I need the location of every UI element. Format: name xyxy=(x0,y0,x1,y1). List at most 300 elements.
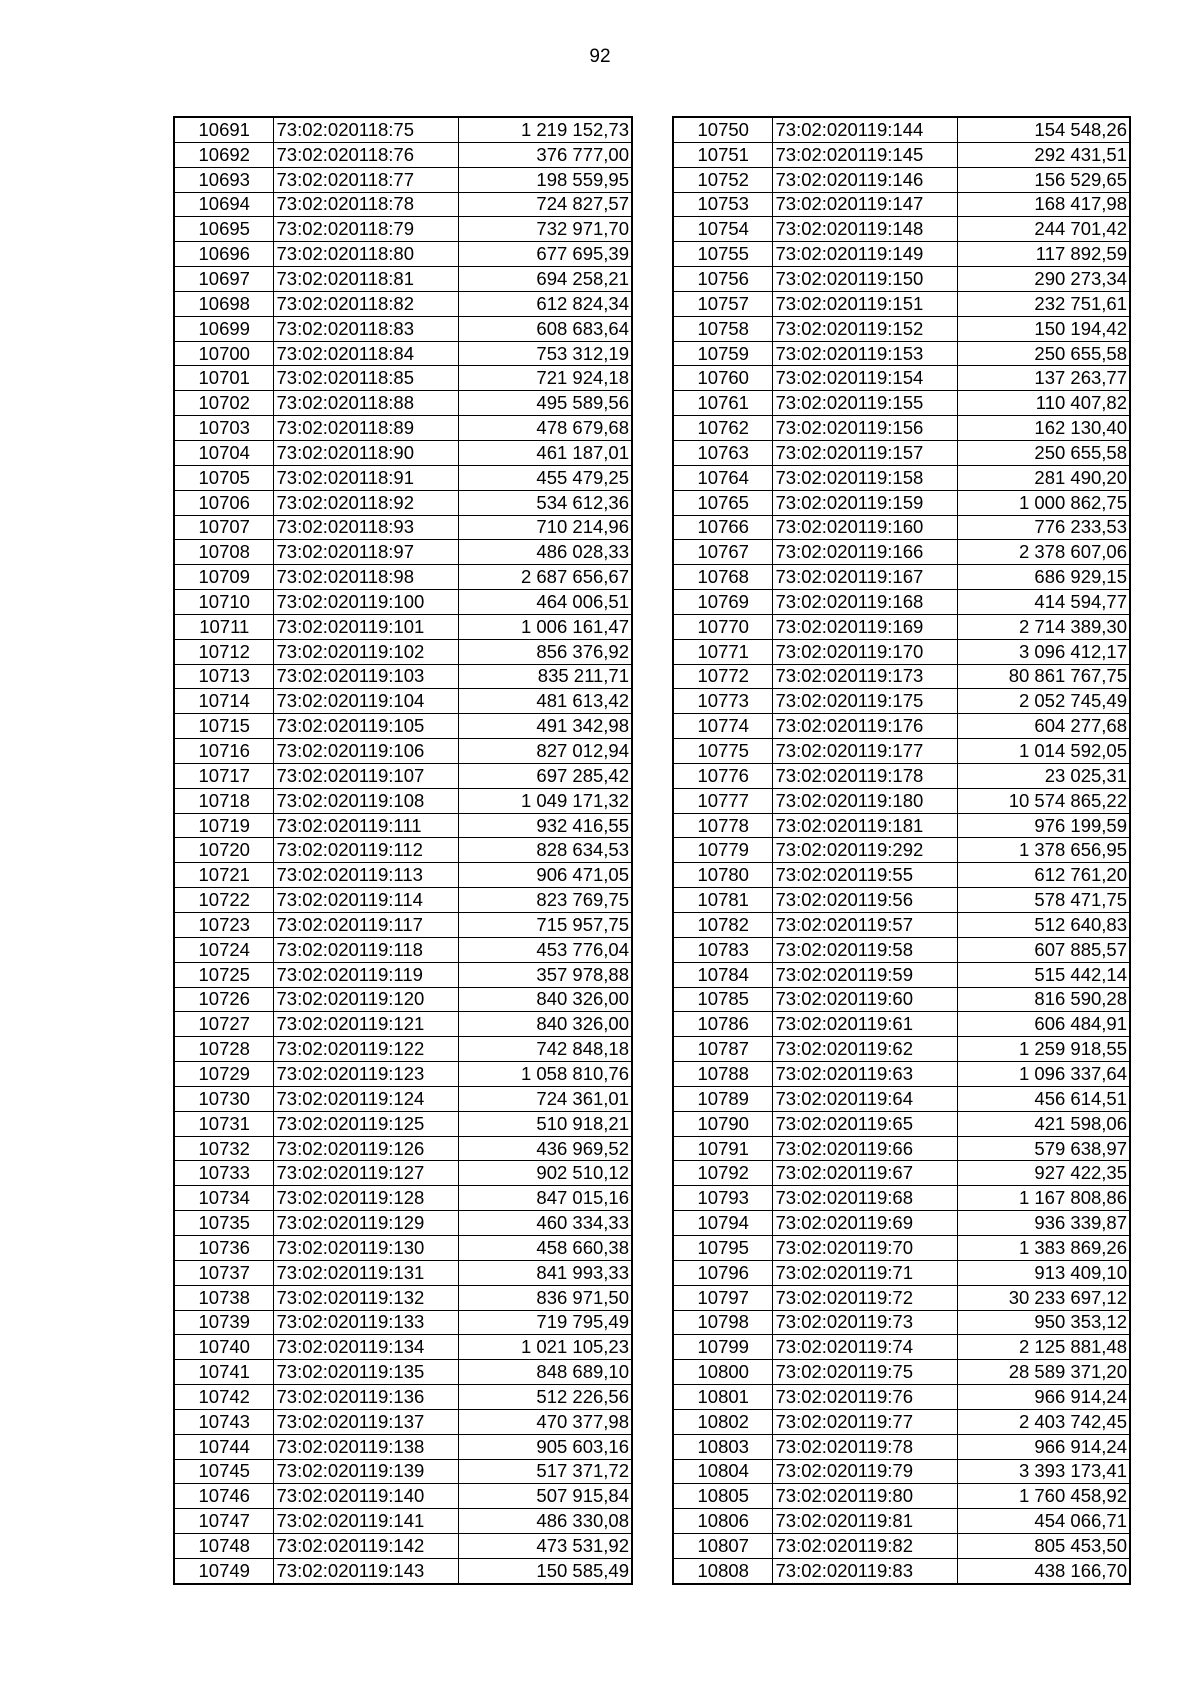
cadastral-number: 73:02:020119:131 xyxy=(273,1260,458,1285)
cadastral-value: 486 330,08 xyxy=(458,1509,632,1534)
cadastral-number: 73:02:020119:67 xyxy=(772,1161,957,1186)
cadastral-number: 73:02:020119:75 xyxy=(772,1360,957,1385)
table-row xyxy=(174,565,632,590)
cadastral-number: 73:02:020119:166 xyxy=(772,540,957,565)
table-row xyxy=(174,1335,632,1360)
cadastral-value: 491 342,98 xyxy=(458,714,632,739)
cadastral-number: 73:02:020119:101 xyxy=(273,614,458,639)
cadastral-number: 73:02:020118:82 xyxy=(273,291,458,316)
cadastral-value: 1 049 171,32 xyxy=(458,788,632,813)
table-row xyxy=(673,1434,1130,1459)
table-row xyxy=(673,540,1130,565)
table-row xyxy=(673,316,1130,341)
cadastral-number: 73:02:020119:146 xyxy=(772,167,957,192)
cadastral-number: 73:02:020119:167 xyxy=(772,565,957,590)
cadastral-number: 73:02:020119:79 xyxy=(772,1459,957,1484)
row-number: 10757 xyxy=(673,291,772,316)
table-row xyxy=(174,291,632,316)
row-number: 10779 xyxy=(673,838,772,863)
cadastral-number: 73:02:020119:130 xyxy=(273,1235,458,1260)
row-number: 10700 xyxy=(174,341,273,366)
cadastral-value: 250 655,58 xyxy=(957,440,1130,465)
table-row xyxy=(673,1111,1130,1136)
table-row xyxy=(174,813,632,838)
cadastral-value: 841 993,33 xyxy=(458,1260,632,1285)
table-row xyxy=(174,639,632,664)
cadastral-number: 73:02:020119:133 xyxy=(273,1310,458,1335)
row-number: 10728 xyxy=(174,1037,273,1062)
table-row xyxy=(673,465,1130,490)
cadastral-number: 73:02:020119:147 xyxy=(772,192,957,217)
table-row xyxy=(673,440,1130,465)
cadastral-value: 2 125 881,48 xyxy=(957,1335,1130,1360)
cadastral-value: 1 167 808,86 xyxy=(957,1186,1130,1211)
table-row xyxy=(673,689,1130,714)
cadastral-value: 2 378 607,06 xyxy=(957,540,1130,565)
cadastral-number: 73:02:020119:181 xyxy=(772,813,957,838)
table-row xyxy=(673,1409,1130,1434)
cadastral-number: 73:02:020119:126 xyxy=(273,1136,458,1161)
table-row xyxy=(174,689,632,714)
row-number: 10753 xyxy=(673,192,772,217)
cadastral-number: 73:02:020119:135 xyxy=(273,1360,458,1385)
cadastral-number: 73:02:020119:150 xyxy=(772,267,957,292)
cadastral-number: 73:02:020118:80 xyxy=(273,242,458,267)
table-row xyxy=(673,1012,1130,1037)
cadastral-number: 73:02:020118:97 xyxy=(273,540,458,565)
cadastral-number: 73:02:020118:78 xyxy=(273,192,458,217)
cadastral-number: 73:02:020119:178 xyxy=(772,763,957,788)
cadastral-number: 73:02:020119:157 xyxy=(772,440,957,465)
row-number: 10710 xyxy=(174,590,273,615)
cadastral-value: 697 285,42 xyxy=(458,763,632,788)
table-row xyxy=(673,1285,1130,1310)
cadastral-value: 579 638,97 xyxy=(957,1136,1130,1161)
cadastral-number: 73:02:020119:106 xyxy=(273,739,458,764)
cadastral-number: 73:02:020118:91 xyxy=(273,465,458,490)
cadastral-number: 73:02:020119:58 xyxy=(772,937,957,962)
cadastral-number: 73:02:020119:158 xyxy=(772,465,957,490)
table-row xyxy=(174,1136,632,1161)
row-number: 10694 xyxy=(174,192,273,217)
row-number: 10804 xyxy=(673,1459,772,1484)
cadastral-number: 73:02:020119:142 xyxy=(273,1534,458,1559)
cadastral-number: 73:02:020119:117 xyxy=(273,913,458,938)
table-row xyxy=(174,788,632,813)
left-table xyxy=(173,116,633,1585)
cadastral-value: 473 531,92 xyxy=(458,1534,632,1559)
row-number: 10778 xyxy=(673,813,772,838)
cadastral-value: 453 776,04 xyxy=(458,937,632,962)
table-row xyxy=(673,1310,1130,1335)
row-number: 10803 xyxy=(673,1434,772,1459)
table-row xyxy=(673,1186,1130,1211)
cadastral-value: 721 924,18 xyxy=(458,366,632,391)
table-row xyxy=(673,1335,1130,1360)
cadastral-number: 73:02:020119:111 xyxy=(273,813,458,838)
cadastral-value: 495 589,56 xyxy=(458,391,632,416)
cadastral-number: 73:02:020119:73 xyxy=(772,1310,957,1335)
cadastral-value: 28 589 371,20 xyxy=(957,1360,1130,1385)
row-number: 10797 xyxy=(673,1285,772,1310)
row-number: 10774 xyxy=(673,714,772,739)
cadastral-value: 847 015,16 xyxy=(458,1186,632,1211)
row-number: 10787 xyxy=(673,1037,772,1062)
row-number: 10730 xyxy=(174,1086,273,1111)
cadastral-value: 2 403 742,45 xyxy=(957,1409,1130,1434)
table-row xyxy=(673,714,1130,739)
table-row xyxy=(673,1161,1130,1186)
row-number: 10807 xyxy=(673,1534,772,1559)
row-number: 10784 xyxy=(673,962,772,987)
table-row xyxy=(673,1484,1130,1509)
cadastral-number: 73:02:020118:88 xyxy=(273,391,458,416)
row-number: 10693 xyxy=(174,167,273,192)
cadastral-value: 1 000 862,75 xyxy=(957,490,1130,515)
cadastral-number: 73:02:020119:141 xyxy=(273,1509,458,1534)
table-row xyxy=(673,242,1130,267)
row-number: 10697 xyxy=(174,267,273,292)
table-row xyxy=(673,1260,1130,1285)
table-row xyxy=(174,490,632,515)
row-number: 10795 xyxy=(673,1235,772,1260)
cadastral-number: 73:02:020119:139 xyxy=(273,1459,458,1484)
cadastral-number: 73:02:020119:83 xyxy=(772,1558,957,1583)
table-row xyxy=(673,291,1130,316)
row-number: 10745 xyxy=(174,1459,273,1484)
table-row xyxy=(673,416,1130,441)
cadastral-number: 73:02:020119:102 xyxy=(273,639,458,664)
cadastral-value: 1 014 592,05 xyxy=(957,739,1130,764)
cadastral-value: 966 914,24 xyxy=(957,1385,1130,1410)
cadastral-value: 150 585,49 xyxy=(458,1558,632,1583)
cadastral-number: 73:02:020119:144 xyxy=(772,117,957,142)
cadastral-number: 73:02:020119:77 xyxy=(772,1409,957,1434)
cadastral-value: 932 416,55 xyxy=(458,813,632,838)
cadastral-number: 73:02:020119:70 xyxy=(772,1235,957,1260)
table-row xyxy=(673,763,1130,788)
row-number: 10794 xyxy=(673,1211,772,1236)
table-row xyxy=(673,739,1130,764)
cadastral-value: 458 660,38 xyxy=(458,1235,632,1260)
cadastral-value: 776 233,53 xyxy=(957,515,1130,540)
cadastral-number: 73:02:020119:124 xyxy=(273,1086,458,1111)
cadastral-number: 73:02:020119:113 xyxy=(273,863,458,888)
cadastral-value: 117 892,59 xyxy=(957,242,1130,267)
row-number: 10718 xyxy=(174,788,273,813)
cadastral-value: 10 574 865,22 xyxy=(957,788,1130,813)
table-row xyxy=(673,962,1130,987)
cadastral-value: 376 777,00 xyxy=(458,142,632,167)
row-number: 10739 xyxy=(174,1310,273,1335)
table-row xyxy=(174,1310,632,1335)
cadastral-value: 292 431,51 xyxy=(957,142,1130,167)
table-row xyxy=(174,962,632,987)
cadastral-number: 73:02:020119:145 xyxy=(772,142,957,167)
cadastral-value: 110 407,82 xyxy=(957,391,1130,416)
row-number: 10731 xyxy=(174,1111,273,1136)
cadastral-value: 677 695,39 xyxy=(458,242,632,267)
cadastral-value: 724 827,57 xyxy=(458,192,632,217)
table-row xyxy=(673,1086,1130,1111)
cadastral-value: 686 929,15 xyxy=(957,565,1130,590)
cadastral-number: 73:02:020119:140 xyxy=(273,1484,458,1509)
cadastral-value: 470 377,98 xyxy=(458,1409,632,1434)
row-number: 10695 xyxy=(174,217,273,242)
table-row xyxy=(174,937,632,962)
table-row xyxy=(174,391,632,416)
row-number: 10707 xyxy=(174,515,273,540)
row-number: 10767 xyxy=(673,540,772,565)
row-number: 10751 xyxy=(673,142,772,167)
cadastral-number: 73:02:020118:90 xyxy=(273,440,458,465)
cadastral-value: 80 861 767,75 xyxy=(957,664,1130,689)
cadastral-value: 608 683,64 xyxy=(458,316,632,341)
cadastral-number: 73:02:020119:169 xyxy=(772,614,957,639)
table-row xyxy=(174,366,632,391)
cadastral-number: 73:02:020119:74 xyxy=(772,1335,957,1360)
cadastral-value: 414 594,77 xyxy=(957,590,1130,615)
row-number: 10748 xyxy=(174,1534,273,1559)
cadastral-number: 73:02:020119:138 xyxy=(273,1434,458,1459)
table-row xyxy=(174,167,632,192)
cadastral-number: 73:02:020118:92 xyxy=(273,490,458,515)
cadastral-number: 73:02:020119:56 xyxy=(772,888,957,913)
cadastral-number: 73:02:020119:120 xyxy=(273,987,458,1012)
cadastral-value: 30 233 697,12 xyxy=(957,1285,1130,1310)
cadastral-value: 507 915,84 xyxy=(458,1484,632,1509)
row-number: 10741 xyxy=(174,1360,273,1385)
cadastral-number: 73:02:020119:69 xyxy=(772,1211,957,1236)
table-row xyxy=(673,863,1130,888)
cadastral-value: 578 471,75 xyxy=(957,888,1130,913)
cadastral-value: 724 361,01 xyxy=(458,1086,632,1111)
table-row xyxy=(174,242,632,267)
row-number: 10701 xyxy=(174,366,273,391)
cadastral-number: 73:02:020119:143 xyxy=(273,1558,458,1583)
row-number: 10734 xyxy=(174,1186,273,1211)
cadastral-value: 2 687 656,67 xyxy=(458,565,632,590)
row-number: 10793 xyxy=(673,1186,772,1211)
table-row xyxy=(174,1086,632,1111)
cadastral-number: 73:02:020119:71 xyxy=(772,1260,957,1285)
table-row xyxy=(174,1111,632,1136)
row-number: 10796 xyxy=(673,1260,772,1285)
table-row xyxy=(673,167,1130,192)
cadastral-value: 1 096 337,64 xyxy=(957,1062,1130,1087)
table-row xyxy=(174,888,632,913)
cadastral-number: 73:02:020119:57 xyxy=(772,913,957,938)
table-row xyxy=(673,813,1130,838)
table-row xyxy=(174,1285,632,1310)
cadastral-value: 1 058 810,76 xyxy=(458,1062,632,1087)
row-number: 10708 xyxy=(174,540,273,565)
table-row xyxy=(174,763,632,788)
cadastral-value: 436 969,52 xyxy=(458,1136,632,1161)
cadastral-value: 512 640,83 xyxy=(957,913,1130,938)
cadastral-number: 73:02:020118:81 xyxy=(273,267,458,292)
cadastral-value: 534 612,36 xyxy=(458,490,632,515)
row-number: 10711 xyxy=(174,614,273,639)
row-number: 10743 xyxy=(174,1409,273,1434)
page-number: 92 xyxy=(589,46,611,67)
row-number: 10782 xyxy=(673,913,772,938)
cadastral-value: 840 326,00 xyxy=(458,1012,632,1037)
cadastral-number: 73:02:020119:66 xyxy=(772,1136,957,1161)
row-number: 10703 xyxy=(174,416,273,441)
cadastral-value: 198 559,95 xyxy=(458,167,632,192)
row-number: 10788 xyxy=(673,1062,772,1087)
table-row xyxy=(174,1509,632,1534)
cadastral-value: 1 378 656,95 xyxy=(957,838,1130,863)
row-number: 10759 xyxy=(673,341,772,366)
row-number: 10806 xyxy=(673,1509,772,1534)
cadastral-value: 515 442,14 xyxy=(957,962,1130,987)
cadastral-value: 823 769,75 xyxy=(458,888,632,913)
row-number: 10758 xyxy=(673,316,772,341)
cadastral-value: 456 614,51 xyxy=(957,1086,1130,1111)
cadastral-value: 244 701,42 xyxy=(957,217,1130,242)
cadastral-value: 848 689,10 xyxy=(458,1360,632,1385)
table-row xyxy=(174,440,632,465)
cadastral-number: 73:02:020119:122 xyxy=(273,1037,458,1062)
table-row xyxy=(673,192,1130,217)
left-table-body xyxy=(174,117,632,1584)
cadastral-value: 606 484,91 xyxy=(957,1012,1130,1037)
row-number: 10766 xyxy=(673,515,772,540)
cadastral-value: 950 353,12 xyxy=(957,1310,1130,1335)
row-number: 10783 xyxy=(673,937,772,962)
cadastral-number: 73:02:020119:100 xyxy=(273,590,458,615)
row-number: 10780 xyxy=(673,863,772,888)
cadastral-value: 976 199,59 xyxy=(957,813,1130,838)
row-number: 10769 xyxy=(673,590,772,615)
table-row xyxy=(174,838,632,863)
cadastral-number: 73:02:020119:127 xyxy=(273,1161,458,1186)
table-row xyxy=(174,515,632,540)
cadastral-number: 73:02:020119:132 xyxy=(273,1285,458,1310)
row-number: 10706 xyxy=(174,490,273,515)
table-row xyxy=(673,1385,1130,1410)
cadastral-value: 936 339,87 xyxy=(957,1211,1130,1236)
row-number: 10799 xyxy=(673,1335,772,1360)
row-number: 10732 xyxy=(174,1136,273,1161)
cadastral-number: 73:02:020118:98 xyxy=(273,565,458,590)
cadastral-value: 835 211,71 xyxy=(458,664,632,689)
cadastral-value: 816 590,28 xyxy=(957,987,1130,1012)
right-table-body xyxy=(673,117,1130,1584)
table-row xyxy=(174,590,632,615)
cadastral-value: 460 334,33 xyxy=(458,1211,632,1236)
row-number: 10715 xyxy=(174,714,273,739)
row-number: 10808 xyxy=(673,1558,772,1583)
cadastral-value: 805 453,50 xyxy=(957,1534,1130,1559)
cadastral-value: 461 187,01 xyxy=(458,440,632,465)
table-row xyxy=(673,614,1130,639)
table-row xyxy=(673,341,1130,366)
cadastral-value: 1 259 918,55 xyxy=(957,1037,1130,1062)
table-row xyxy=(673,913,1130,938)
cadastral-value: 137 263,77 xyxy=(957,366,1130,391)
table-row xyxy=(673,639,1130,664)
row-number: 10791 xyxy=(673,1136,772,1161)
table-row xyxy=(673,1360,1130,1385)
cadastral-value: 710 214,96 xyxy=(458,515,632,540)
cadastral-value: 23 025,31 xyxy=(957,763,1130,788)
table-row xyxy=(673,987,1130,1012)
table-row xyxy=(673,1558,1130,1583)
table-row xyxy=(174,714,632,739)
table-row xyxy=(673,515,1130,540)
row-number: 10696 xyxy=(174,242,273,267)
cadastral-value: 966 914,24 xyxy=(957,1434,1130,1459)
cadastral-value: 3 393 173,41 xyxy=(957,1459,1130,1484)
cadastral-number: 73:02:020119:60 xyxy=(772,987,957,1012)
table-row xyxy=(673,937,1130,962)
cadastral-value: 2 052 745,49 xyxy=(957,689,1130,714)
table-row xyxy=(174,863,632,888)
cadastral-value: 156 529,65 xyxy=(957,167,1130,192)
cadastral-value: 827 012,94 xyxy=(458,739,632,764)
row-number: 10775 xyxy=(673,739,772,764)
cadastral-number: 73:02:020119:114 xyxy=(273,888,458,913)
cadastral-number: 73:02:020118:85 xyxy=(273,366,458,391)
cadastral-number: 73:02:020119:154 xyxy=(772,366,957,391)
cadastral-value: 856 376,92 xyxy=(458,639,632,664)
row-number: 10770 xyxy=(673,614,772,639)
row-number: 10761 xyxy=(673,391,772,416)
cadastral-value: 512 226,56 xyxy=(458,1385,632,1410)
table-row xyxy=(174,664,632,689)
table-row xyxy=(174,341,632,366)
row-number: 10749 xyxy=(174,1558,273,1583)
row-number: 10692 xyxy=(174,142,273,167)
cadastral-number: 73:02:020119:68 xyxy=(772,1186,957,1211)
cadastral-value: 357 978,88 xyxy=(458,962,632,987)
table-row xyxy=(673,391,1130,416)
cadastral-number: 73:02:020119:173 xyxy=(772,664,957,689)
row-number: 10800 xyxy=(673,1360,772,1385)
cadastral-number: 73:02:020119:61 xyxy=(772,1012,957,1037)
cadastral-number: 73:02:020119:82 xyxy=(772,1534,957,1559)
row-number: 10764 xyxy=(673,465,772,490)
table-row xyxy=(673,838,1130,863)
row-number: 10727 xyxy=(174,1012,273,1037)
cadastral-value: 421 598,06 xyxy=(957,1111,1130,1136)
cadastral-number: 73:02:020119:64 xyxy=(772,1086,957,1111)
cadastral-number: 73:02:020119:155 xyxy=(772,391,957,416)
cadastral-value: 1 021 105,23 xyxy=(458,1335,632,1360)
table-row xyxy=(673,142,1130,167)
table-row xyxy=(174,1186,632,1211)
table-row xyxy=(174,1012,632,1037)
cadastral-value: 281 490,20 xyxy=(957,465,1130,490)
table-row xyxy=(174,1161,632,1186)
table-row xyxy=(673,565,1130,590)
cadastral-value: 742 848,18 xyxy=(458,1037,632,1062)
table-row xyxy=(673,117,1130,142)
row-number: 10699 xyxy=(174,316,273,341)
cadastral-number: 73:02:020119:292 xyxy=(772,838,957,863)
row-number: 10729 xyxy=(174,1062,273,1087)
cadastral-value: 906 471,05 xyxy=(458,863,632,888)
row-number: 10773 xyxy=(673,689,772,714)
cadastral-value: 150 194,42 xyxy=(957,316,1130,341)
cadastral-value: 162 130,40 xyxy=(957,416,1130,441)
row-number: 10691 xyxy=(174,117,273,142)
cadastral-number: 73:02:020119:118 xyxy=(273,937,458,962)
cadastral-value: 454 066,71 xyxy=(957,1509,1130,1534)
